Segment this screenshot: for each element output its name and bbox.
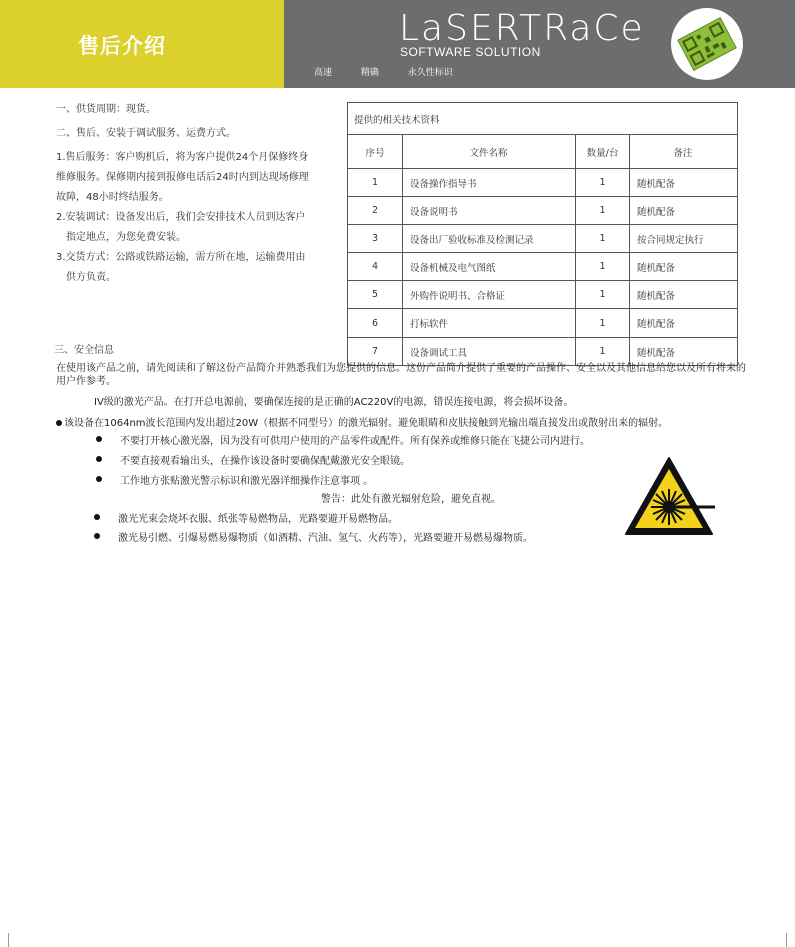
warning-text: 警告：此处有激光辐射危险，避免直视。 bbox=[321, 494, 501, 505]
cell-qty: 1 bbox=[576, 338, 630, 366]
bullet-icon bbox=[56, 420, 62, 426]
tag-permanent: 永久性标识 bbox=[407, 68, 453, 78]
laser-radiation-note bbox=[56, 414, 668, 429]
cell-name: 设备操作指导书 bbox=[403, 169, 576, 197]
table-header-row bbox=[348, 135, 738, 169]
cell-no: 1 bbox=[348, 169, 403, 197]
tag-precision: 精确 bbox=[360, 68, 379, 78]
table-row bbox=[348, 281, 738, 309]
list-item-text: 激光易引燃、引爆易燃易爆物质（如酒精、汽油、氢气、火药等），光路要避开易燃易爆物质。 bbox=[118, 533, 533, 544]
cell-note: 随机配备 bbox=[630, 197, 738, 225]
cell-no: 4 bbox=[348, 253, 403, 281]
supply-cycle: 一、供货周期：现货。 bbox=[56, 104, 156, 115]
cell-note: 随机配备 bbox=[630, 169, 738, 197]
cell-no: 5 bbox=[348, 281, 403, 309]
cell-qty: 1 bbox=[576, 197, 630, 225]
list-item-text: 激光光束会烧坏衣服、纸张等易燃物品，光路要避开易燃物品。 bbox=[118, 514, 398, 525]
table-caption: 提供的相关技术资料 bbox=[348, 103, 738, 135]
crop-mark bbox=[786, 933, 787, 947]
safety-heading: 三、安全信息 bbox=[54, 345, 114, 356]
list-item-text: 工作地方张贴激光警示标识和激光器详细操作注意事项 。 bbox=[120, 476, 374, 487]
cell-qty: 1 bbox=[576, 281, 630, 309]
table-row bbox=[348, 225, 738, 253]
cell-name: 外购件说明书、合格证 bbox=[403, 281, 576, 309]
bullet-icon bbox=[96, 436, 102, 442]
tech-docs-table bbox=[347, 102, 738, 366]
safety-intro: 在使用该产品之前，请先阅读和了解这份产品简介并熟悉我们为您提供的信息。这份产品简介提供了重要的产品操作、安全以及其他信息给您以及所有将来的用户作参考。 bbox=[56, 363, 746, 387]
cell-qty: 1 bbox=[576, 253, 630, 281]
table-row bbox=[348, 253, 738, 281]
laser-warning-icon bbox=[623, 455, 715, 541]
cell-note: 按合同规定执行 bbox=[630, 225, 738, 253]
after-sales-line-3: 故障，48小时终结服务。 bbox=[56, 192, 169, 203]
cell-qty: 1 bbox=[576, 169, 630, 197]
cell-no: 2 bbox=[348, 197, 403, 225]
after-sales-line-2: 维修服务。保修期内接到报修电话后24时内到达现场修理 bbox=[56, 172, 309, 183]
cell-qty: 1 bbox=[576, 309, 630, 338]
tag-speed: 高速 bbox=[314, 68, 333, 78]
cell-name: 设备出厂验收标准及检测记录 bbox=[403, 225, 576, 253]
cell-name: 设备调试工具 bbox=[403, 338, 576, 366]
qr-logo-icon bbox=[671, 8, 743, 80]
crop-mark bbox=[8, 933, 9, 947]
header-title-bar bbox=[0, 0, 284, 88]
brand-tags bbox=[314, 65, 479, 78]
brand-logo-text: LaSERTRaCe bbox=[399, 8, 645, 49]
page-header bbox=[0, 0, 795, 88]
bullet-icon bbox=[96, 476, 102, 482]
cell-name: 设备机械及电气图纸 bbox=[403, 253, 576, 281]
header-note: 备注 bbox=[630, 135, 738, 169]
laser-class-note: IV级的激光产品。在打开总电源前，要确保连接的是正确的AC220V的电源，错误连接电源，将会损坏设备。 bbox=[94, 397, 574, 408]
brand-subtitle: SOFTWARE SOLUTION bbox=[400, 45, 541, 59]
laser-radiation-text: 该设备在1064nm波长范围内发出超过20W（根据不同型号）的激光辐射。避免眼睛和皮肤接触到光输出端直接发出或散射出来的辐射。 bbox=[64, 418, 669, 429]
service-info bbox=[56, 100, 326, 288]
cell-qty: 1 bbox=[576, 225, 630, 253]
header-no: 序号 bbox=[348, 135, 403, 169]
cell-no: 7 bbox=[348, 338, 403, 366]
cell-name: 打标软件 bbox=[403, 309, 576, 338]
after-sales-line-1: 1.售后服务：客户购机后，将为客户提供24个月保修终身 bbox=[56, 152, 309, 163]
bullet-icon bbox=[94, 514, 100, 520]
delivery-line-1: 3.交货方式：公路或铁路运输，需方所在地，运输费用由 bbox=[56, 252, 306, 263]
page-title: 售后介绍 bbox=[78, 34, 166, 58]
service-heading: 二、售后、安装于调试服务、运费方式。 bbox=[56, 128, 236, 139]
install-line-1: 2.安装调试：设备发出后，我们会安排技术人员到达客户 bbox=[56, 212, 306, 223]
table-row bbox=[348, 169, 738, 197]
header-name: 文件名称 bbox=[403, 135, 576, 169]
cell-note: 随机配备 bbox=[630, 338, 738, 366]
delivery-line-2: 供方负责。 bbox=[66, 272, 116, 283]
cell-no: 6 bbox=[348, 309, 403, 338]
install-line-2: 指定地点，为您免费安装。 bbox=[66, 232, 186, 243]
bullet-icon bbox=[94, 533, 100, 539]
cell-name: 设备说明书 bbox=[403, 197, 576, 225]
bullet-icon bbox=[96, 456, 102, 462]
header-brand-bar bbox=[284, 0, 795, 88]
cell-note: 随机配备 bbox=[630, 309, 738, 338]
table-row bbox=[348, 309, 738, 338]
cell-no: 3 bbox=[348, 225, 403, 253]
cell-note: 随机配备 bbox=[630, 253, 738, 281]
list-item-text: 不要直接观看输出头，在操作该设备时要确保配戴激光安全眼镜。 bbox=[120, 456, 410, 467]
cell-note: 随机配备 bbox=[630, 281, 738, 309]
list-item-text: 不要打开核心激光器，因为没有可供用户使用的产品零件或配件。所有保养或维修只能在飞捷公司内进行。 bbox=[120, 436, 590, 447]
header-qty: 数量/台 bbox=[576, 135, 630, 169]
table-row bbox=[348, 197, 738, 225]
